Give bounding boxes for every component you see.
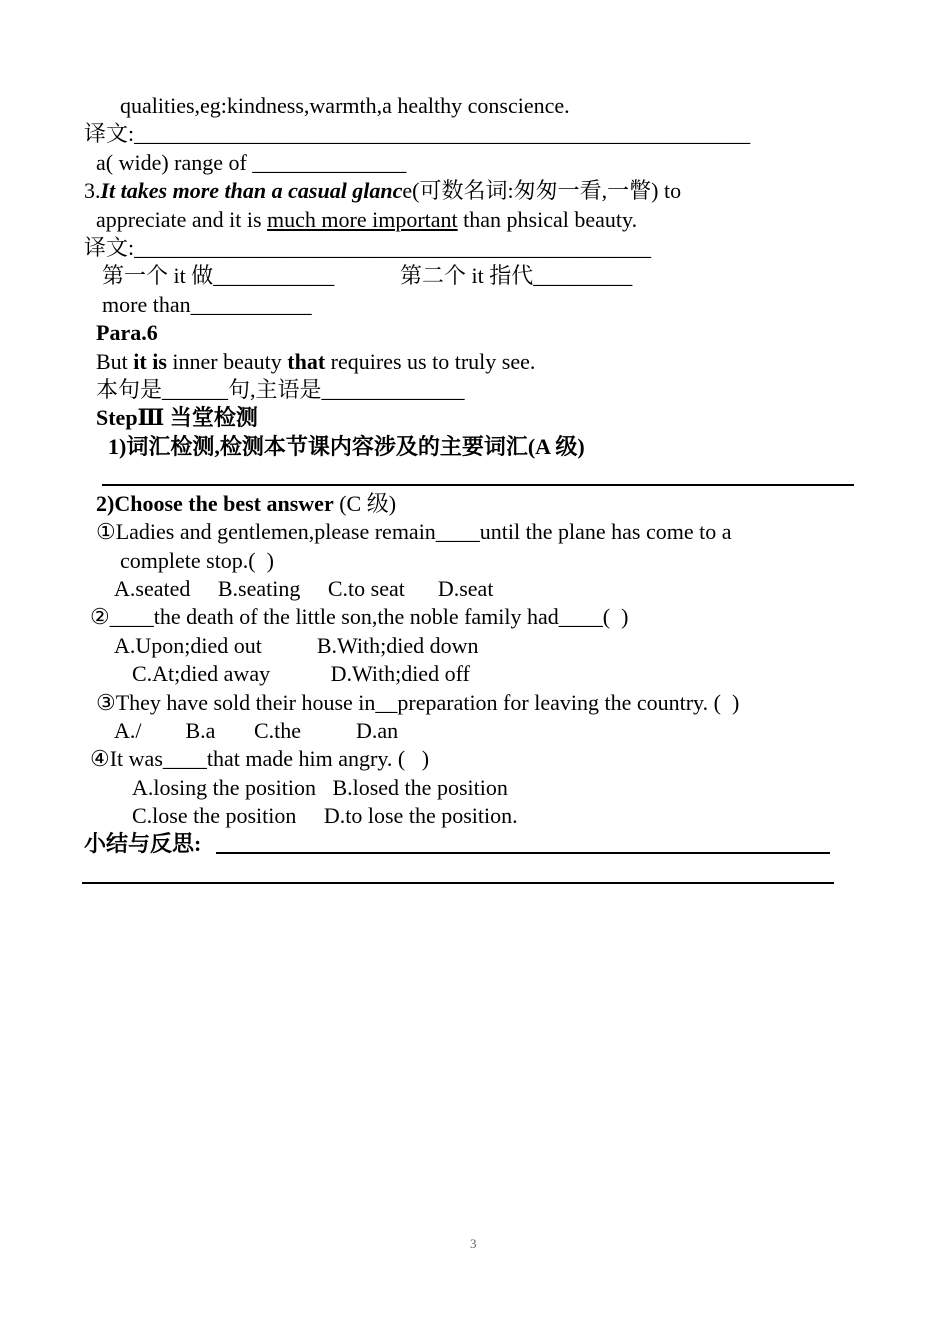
translation-line-2: 译文:_______________________________________________ <box>84 235 652 260</box>
text-line-range: a( wide) range of ______________ <box>96 150 407 175</box>
summary-rule-1 <box>216 852 830 854</box>
text-span: appreciate and it is <box>96 207 268 232</box>
text-span: (C 级) <box>333 491 397 516</box>
sentence-continued: e(可数名词:匆匆一看,一瞥) to <box>402 178 682 203</box>
para-heading: Para.6 <box>96 320 158 345</box>
second-it-question: 第二个 it 指代_________ <box>400 263 633 288</box>
answer-rule-vocab <box>102 484 854 486</box>
question-2-options-a: A.Upon;died out B.With;died down <box>114 633 479 658</box>
sentence-number: 3. <box>84 178 101 203</box>
summary-rule-2 <box>82 882 834 884</box>
sentence-3-line <box>84 177 681 205</box>
question-2-options-b: C.At;died away D.With;died off <box>132 661 470 686</box>
text-line-qualities: qualities,eg:kindness,warmth,a healthy conscience. <box>120 93 570 118</box>
sentence-3-line-2 <box>96 206 637 234</box>
page-number: 3 <box>470 1236 477 1251</box>
question-1-options: A.seated B.seating C.to seat D.seat <box>114 576 494 601</box>
sentence-key-phrase: It takes more than a casual glanc <box>100 178 403 203</box>
question-3: ③They have sold their house in__preparation for leaving the country. ( ) <box>96 690 740 715</box>
question-3-options: A./ B.a C.the D.an <box>114 718 399 743</box>
summary-label: 小结与反思: <box>84 831 202 856</box>
question-4: ④It was____that made him angry. ( ) <box>90 746 430 771</box>
sentence-type-question: 本句是______句,主语是_____________ <box>96 377 465 402</box>
choose-heading <box>96 490 396 518</box>
para6-sentence <box>96 348 535 376</box>
question-1: ①Ladies and gentlemen,please remain____until the plane has come to a <box>96 519 732 544</box>
more-than-question: more than___________ <box>102 292 312 317</box>
text-span: requires us to truly see. <box>325 349 536 374</box>
step-heading: StepⅢ 当堂检测 <box>96 405 258 430</box>
text-span: But <box>96 349 134 374</box>
vocab-check-heading: 1)词汇检测,检测本节课内容涉及的主要词汇(A 级) <box>108 434 585 459</box>
bold-span: it is <box>133 349 167 374</box>
question-1-cont: complete stop.( ) <box>120 548 274 573</box>
text-span: than phsical beauty. <box>457 207 638 232</box>
underlined-phrase: much more important <box>267 207 458 232</box>
bold-span: that <box>287 349 326 374</box>
question-4-options-b: C.lose the position D.to lose the position. <box>132 803 518 828</box>
translation-line-1: 译文:________________________________________________________ <box>84 121 751 146</box>
question-2: ②____the death of the little son,the noble family had____( ) <box>90 604 629 629</box>
first-it-question: 第一个 it 做___________ <box>102 263 335 288</box>
text-span: inner beauty <box>166 349 288 374</box>
question-4-options-a: A.losing the position B.losed the position <box>132 775 508 800</box>
bold-span: 2)Choose the best answer <box>96 491 334 516</box>
